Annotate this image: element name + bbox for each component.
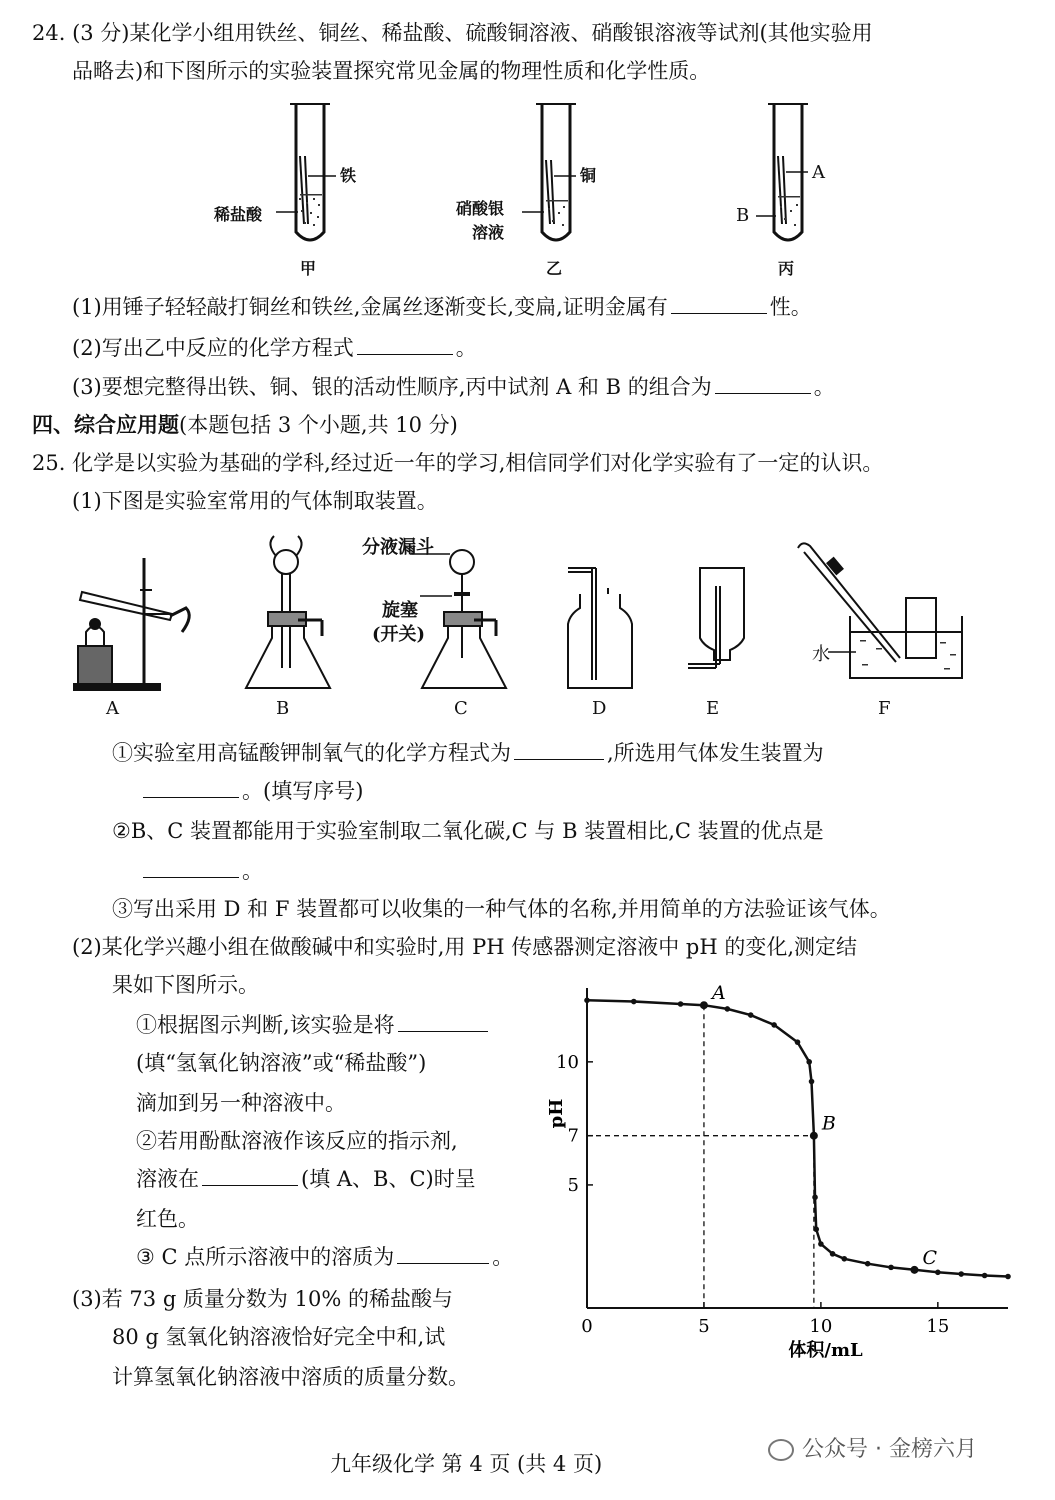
- q25-p3-cont1: 80 g 氢氧化钠溶液恰好完全中和,试: [112, 1325, 446, 1349]
- label-separatory-funnel: 分液漏斗: [362, 537, 434, 558]
- q25-p2: (2)某化学兴趣小组在做酸碱中和实验时,用 PH 传感器测定溶液中 pH 的变化,测定结: [72, 935, 857, 959]
- point-label-c: C: [922, 1246, 937, 1269]
- label-iron: 铁: [340, 166, 357, 185]
- y-tick-label: 10: [556, 1051, 579, 1073]
- tube-label-jia: 甲: [300, 259, 317, 278]
- apparatus-label-d: D: [592, 698, 607, 719]
- label-hcl: 稀盐酸: [214, 205, 263, 224]
- apparatus-d: [568, 568, 632, 688]
- data-point: [584, 998, 590, 1004]
- q25-t1-text: ①根据图示判断,该实验是将: [136, 1013, 395, 1037]
- q24-p3-end: 。: [813, 375, 835, 399]
- q25-s1: [112, 738, 824, 768]
- data-point: [678, 1001, 684, 1007]
- answer-blank[interactable]: [671, 295, 767, 314]
- apparatus-e: [688, 568, 744, 668]
- y-axis-label: pH: [546, 1098, 567, 1129]
- x-axis-label: 体积/mL: [788, 1340, 863, 1360]
- apparatus-a: [74, 558, 189, 690]
- data-point: [982, 1273, 988, 1279]
- q25-s2-end: 。: [242, 859, 263, 883]
- q25-line1: 25. 化学是以实验为基础的学科,经过近一年的学习,相信同学们对化学实验有了一定的认识。: [32, 451, 884, 475]
- q25-s2: ②B、C 装置都能用于实验室制取二氧化碳,C 与 B 装置相比,C 装置的优点是: [112, 819, 824, 843]
- q24-line1: 24. (3 分)某化学小组用铁丝、铜丝、稀盐酸、硫酸铜溶液、硝酸银溶液等试剂(其他实验用: [32, 21, 873, 45]
- q25-t2: ②若用酚酞溶液作该反应的指示剂,: [136, 1129, 458, 1153]
- answer-blank[interactable]: [514, 741, 604, 760]
- x-tick-label: 5: [698, 1316, 710, 1337]
- q24-p3-text: (3)要想完整得出铁、铜、银的活动性顺序,丙中试剂 A 和 B 的组合为: [72, 375, 712, 399]
- point-c: [910, 1266, 918, 1274]
- q25-s1-text: ①实验室用高锰酸钾制氧气的化学方程式为: [112, 741, 511, 765]
- data-point: [888, 1265, 894, 1271]
- answer-blank[interactable]: [143, 859, 239, 878]
- q25-s2-cont: [140, 856, 263, 886]
- data-point: [809, 1079, 815, 1085]
- q25-t2-end: 红色。: [136, 1207, 199, 1231]
- point-label-b: B: [821, 1112, 836, 1135]
- q25-s1-cont: [140, 776, 363, 806]
- data-point: [1005, 1274, 1011, 1280]
- label-agno3-2: 溶液: [472, 223, 505, 242]
- wechat-icon: [768, 1439, 794, 1461]
- data-point: [813, 1226, 819, 1232]
- q24-p2-text: (2)写出乙中反应的化学方程式: [72, 336, 354, 360]
- label-reagent-a: A: [812, 162, 825, 183]
- q25-p3: (3)若 73 g 质量分数为 10% 的稀盐酸与: [72, 1287, 453, 1311]
- data-point: [748, 1012, 754, 1018]
- section-4-title: 四、综合应用题: [32, 412, 179, 437]
- apparatus-label-b: B: [276, 698, 290, 719]
- answer-blank[interactable]: [397, 1245, 489, 1264]
- label-water: 水: [812, 644, 830, 665]
- answer-blank[interactable]: [143, 779, 239, 798]
- tube-bing: [756, 104, 808, 240]
- data-point: [830, 1251, 836, 1257]
- point-label-a: A: [711, 982, 726, 1005]
- q25-t2-hint: (填 A、B、C)时呈: [301, 1167, 476, 1191]
- q25-t3-end: 。: [492, 1245, 514, 1269]
- apparatus-label-f: F: [878, 698, 891, 719]
- q25-s3: ③写出采用 D 和 F 装置都可以收集的一种气体的名称,并用简单的方法验证该气体。: [112, 897, 891, 921]
- q25-t2-cont: [136, 1164, 476, 1194]
- data-point: [935, 1270, 941, 1276]
- label-copper: 铜: [580, 166, 597, 185]
- data-point: [725, 1006, 731, 1012]
- y-tick-label: 5: [567, 1174, 579, 1196]
- label-switch: (开关): [372, 624, 426, 645]
- ph-chart: [540, 980, 1020, 1360]
- q24-p1: [72, 292, 812, 322]
- tube-yi: [522, 104, 576, 240]
- label-reagent-b: B: [736, 205, 750, 226]
- apparatus-label-c: C: [454, 698, 468, 719]
- apparatus-figure: [60, 528, 990, 698]
- page-footer: 九年级化学 第 4 页 (共 4 页): [330, 1452, 603, 1476]
- q25-t1-hint: (填“氢氧化钠溶液”或“稀盐酸”): [136, 1051, 427, 1075]
- x-tick-label: 0: [581, 1316, 593, 1337]
- apparatus-c: [410, 550, 506, 688]
- q24-p1-text: (1)用锤子轻轻敲打铜丝和铁丝,金属丝逐渐变长,变扁,证明金属有: [72, 295, 668, 319]
- data-point: [812, 1194, 818, 1200]
- point-b: [810, 1132, 818, 1140]
- q25-p2-cont: 果如下图所示。: [112, 973, 259, 997]
- q25-p3-cont2: 计算氢氧化钠溶液中溶质的质量分数。: [112, 1365, 469, 1389]
- label-stopcock: 旋塞: [382, 600, 418, 621]
- watermark-text: 公众号 · 金榜六月: [802, 1437, 977, 1462]
- q25-t3-text: ③ C 点所示溶液中的溶质为: [136, 1245, 395, 1269]
- q24-p2: [72, 333, 477, 363]
- apparatus-label-e: E: [706, 698, 720, 719]
- apparatus-b: [246, 536, 330, 688]
- data-point: [818, 1241, 824, 1247]
- q24-line2: 品略去)和下图所示的实验装置探究常见金属的物理性质和化学性质。: [72, 59, 711, 83]
- q25-t1-end: 滴加到另一种溶液中。: [136, 1091, 346, 1115]
- q25-t1: [136, 1010, 491, 1040]
- label-agno3-1: 硝酸银: [456, 199, 505, 218]
- data-point: [771, 1022, 777, 1028]
- data-point: [631, 999, 637, 1005]
- q25-t3: [136, 1242, 513, 1272]
- q24-p2-end: 。: [455, 336, 477, 360]
- point-a: [700, 1001, 708, 1009]
- q25-s1-mid: ,所选用气体发生装置为: [607, 741, 824, 765]
- test-tubes-figure: [200, 98, 860, 278]
- q24-p1-end: 性。: [769, 295, 812, 319]
- data-point: [806, 1059, 812, 1065]
- tube-label-bing: 丙: [778, 259, 795, 278]
- answer-blank[interactable]: [398, 1013, 488, 1032]
- apparatus-label-a: A: [106, 698, 119, 719]
- q25-s1-end: 。(填写序号): [242, 779, 364, 803]
- data-point: [958, 1271, 964, 1277]
- q25-p1: (1)下图是实验室常用的气体制取装置。: [72, 489, 438, 513]
- answer-blank[interactable]: [357, 336, 453, 355]
- q24-p3: [72, 372, 835, 402]
- x-tick-label: 10: [809, 1316, 833, 1337]
- data-point: [795, 1039, 801, 1045]
- watermark: [768, 1432, 977, 1463]
- q25-t2-text: 溶液在: [136, 1167, 199, 1191]
- data-point: [841, 1256, 847, 1262]
- tube-jia: [276, 104, 336, 240]
- data-point: [865, 1261, 871, 1267]
- tube-label-yi: 乙: [546, 259, 563, 278]
- section-4-note: (本题包括 3 个小题,共 10 分): [179, 413, 458, 437]
- section-4-heading: [32, 410, 458, 440]
- answer-blank[interactable]: [715, 375, 811, 394]
- x-tick-label: 15: [926, 1316, 950, 1337]
- y-tick-label: 7: [567, 1125, 579, 1147]
- answer-blank[interactable]: [202, 1167, 298, 1186]
